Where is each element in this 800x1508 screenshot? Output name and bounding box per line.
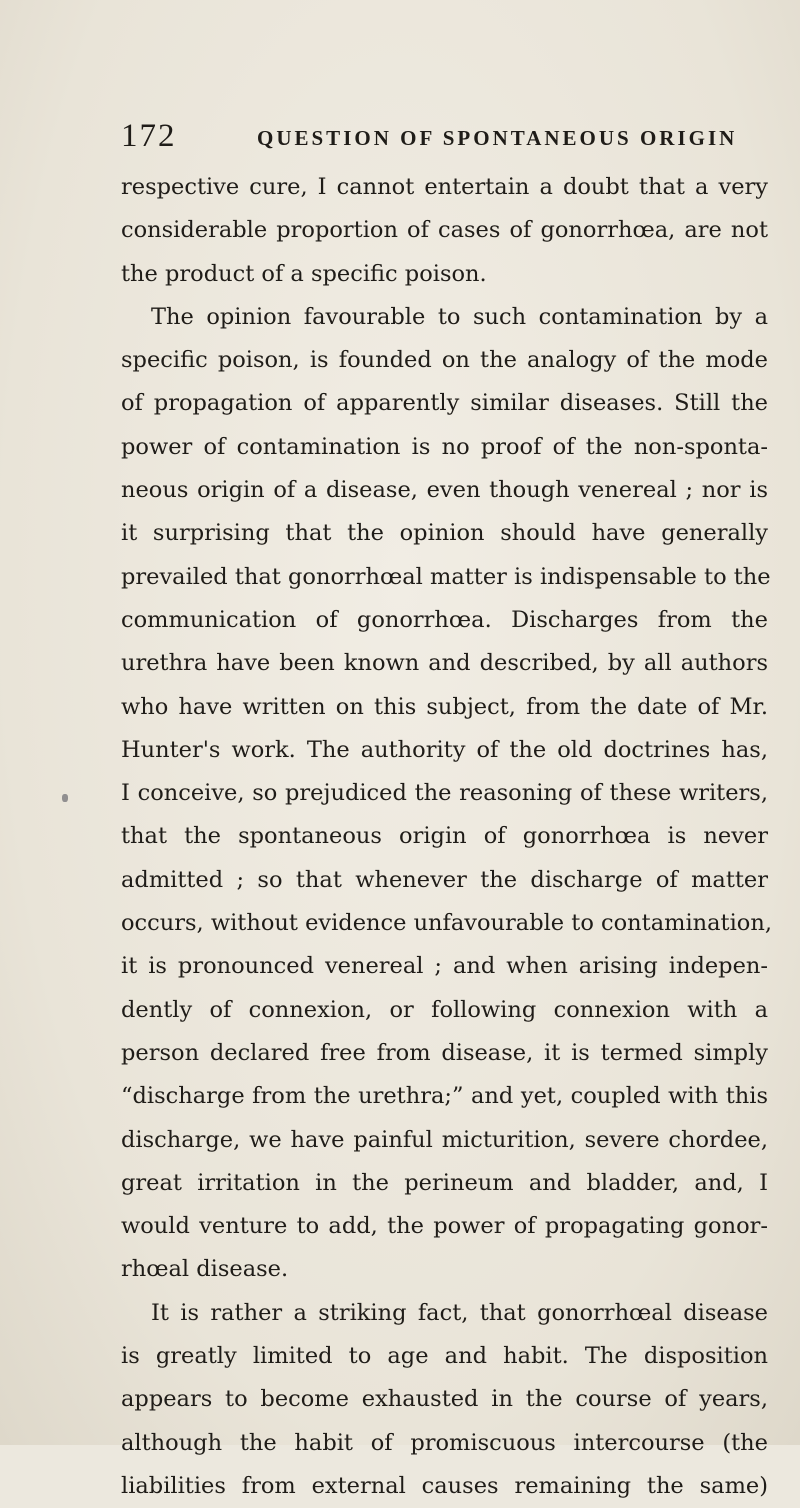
body-text xyxy=(121,166,772,1508)
text-line: would venture to add, the power of propagating gonor- xyxy=(121,1213,768,1240)
text-line: discharge, we have painful micturition, severe chordee, xyxy=(121,1126,768,1153)
running-head: QUESTION OF SPONTANEOUS ORIGIN xyxy=(257,126,738,150)
text-line: prevailed that gonorrhœal matter is indispensable to the xyxy=(121,563,771,590)
text-line: Hunter's work. The authority of the old doctrines has, xyxy=(121,736,768,763)
text-line: admitted ; so that whenever the discharge of matter xyxy=(121,866,768,893)
text-line: occurs, without evidence unfavourable to contamination, xyxy=(121,910,772,937)
ink-spot xyxy=(62,794,68,802)
text-line: liabilities from external causes remaining the same) xyxy=(121,1472,768,1499)
text-line: that the spontaneous origin of gonorrhœa is never xyxy=(121,823,768,850)
text-line: it surprising that the opinion should have generally xyxy=(121,520,768,547)
text-line: person declared free from disease, it is termed simply xyxy=(121,1039,768,1066)
text-line: The opinion favourable to such contamination by a xyxy=(151,303,768,330)
text-line: “discharge from the urethra;” and yet, coupled with this xyxy=(121,1083,768,1110)
text-line: although the habit of promiscuous intercourse (the xyxy=(121,1429,768,1456)
page-number: 172 xyxy=(121,118,177,154)
text-line: communication of gonorrhœa. Discharges from the xyxy=(121,606,768,633)
text-line: who have written on this subject, from the date of Mr. xyxy=(121,693,768,720)
text-line: urethra have been known and described, by all authors xyxy=(121,650,768,677)
text-line: respective cure, I cannot entertain a doubt that a very xyxy=(121,174,768,200)
text-line: specific poison, is founded on the analogy of the mode xyxy=(121,347,768,374)
text-line: rhœal disease. xyxy=(121,1256,289,1283)
text-line: appears to become exhausted in the course of years, xyxy=(121,1386,768,1413)
text-line: of propagation of apparently similar diseases. Still the xyxy=(121,390,768,417)
text-line: It is rather a striking fact, that gonorrhœal disease xyxy=(151,1299,768,1326)
text-line: it is pronounced venereal ; and when arising indepen- xyxy=(121,953,768,980)
text-line: considerable proportion of cases of gonorrhœa, are not xyxy=(121,217,768,244)
text-line: the product of a specific poison. xyxy=(121,260,487,287)
text-line: I conceive, so prejudiced the reasoning of these writers, xyxy=(121,780,768,807)
text-line: power of contamination is no proof of the non-sponta- xyxy=(121,433,768,460)
text-line: neous origin of a disease, even though venereal ; nor is xyxy=(121,477,768,504)
page-header xyxy=(121,116,770,156)
text-line: dently of connexion, or following connexion with a xyxy=(121,996,768,1023)
text-line: is greatly limited to age and habit. The disposition xyxy=(121,1343,768,1370)
text-line: great irritation in the perineum and bladder, and, I xyxy=(121,1169,768,1196)
